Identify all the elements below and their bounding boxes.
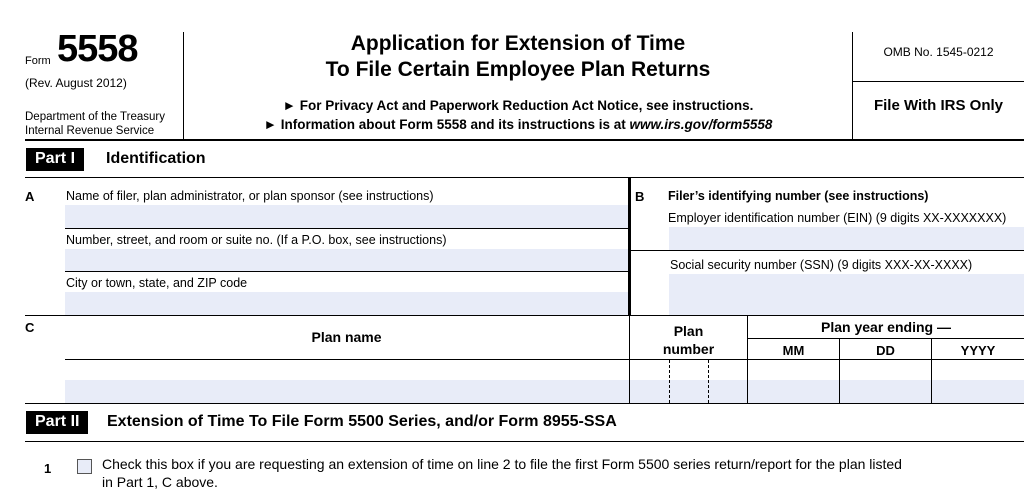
- part1-title: Identification: [106, 150, 206, 167]
- line1-text-b: in Part 1, C above.: [102, 474, 218, 490]
- filer-name-rule: [65, 228, 628, 229]
- ssn-input[interactable]: [669, 274, 1024, 315]
- privacy-notice: ► For Privacy Act and Paperwork Reduction Act Notice, see instructions.: [282, 98, 754, 113]
- plan-number-header: [630, 322, 747, 358]
- dd-input[interactable]: [840, 380, 931, 403]
- section-ab-bottom-rule: [25, 315, 1024, 316]
- form-title-line2: To File Certain Employee Plan Returns: [325, 58, 711, 81]
- plan-year-subrule: [748, 338, 1024, 339]
- dd-header: DD: [876, 343, 895, 358]
- part2-title: Extension of Time To File Form 5500 Series, and/or Form 8955-SSA: [107, 413, 617, 430]
- street-address-rule: [65, 271, 628, 272]
- omb-divider: [853, 81, 1024, 82]
- street-address-input[interactable]: [65, 249, 628, 271]
- plan-year-header: Plan year ending —: [821, 319, 951, 335]
- section-a-letter: A: [25, 189, 35, 204]
- form-title: [184, 31, 852, 83]
- irs-name: Internal Revenue Service: [25, 125, 155, 137]
- city-state-zip-label: City or town, state, and ZIP code: [66, 276, 248, 290]
- header-bottom-rule: [25, 139, 1024, 141]
- part2-badge: Part II: [26, 411, 88, 434]
- plan-number-dash-1: [669, 360, 670, 403]
- instructions-notice: [184, 96, 852, 134]
- ein-label: Employer identification number (EIN) (9 digits XX-XXXXXXX): [668, 211, 1007, 225]
- line1-text: [102, 455, 1024, 491]
- section-b-letter: B: [635, 189, 645, 204]
- form-number: 5558: [57, 28, 138, 70]
- part2-top-rule: [25, 441, 1024, 442]
- irs-url-link[interactable]: www.irs.gov/form5558: [629, 117, 773, 132]
- plan-name-input[interactable]: [65, 380, 629, 403]
- ssn-label: Social security number (SSN) (9 digits XXX-XX-XXXX): [670, 258, 973, 272]
- part1-badge: Part I: [26, 148, 84, 171]
- city-state-zip-input[interactable]: [65, 292, 628, 315]
- plan-number-input[interactable]: [630, 380, 747, 403]
- section-c-letter: C: [25, 320, 35, 335]
- filer-id-title: Filer’s identifying number (see instructions): [668, 189, 929, 203]
- line1-text-a: Check this box if you are requesting an extension of time on line 2 to file the first Form 5500 series return/report for the plan listed: [102, 456, 902, 472]
- info-notice: [184, 115, 852, 134]
- filer-name-input[interactable]: [65, 205, 628, 228]
- line1-checkbox[interactable]: [77, 459, 92, 474]
- section-b-divider: [628, 177, 631, 315]
- filer-name-label: Name of filer, plan administrator, or plan sponsor (see instructions): [66, 189, 434, 203]
- plan-name-header: Plan name: [311, 329, 382, 345]
- part1-top-rule: [25, 177, 1024, 178]
- dept-treasury: Department of the Treasury: [25, 111, 165, 123]
- form-title-line1: Application for Extension of Time: [350, 32, 686, 55]
- section-c-header-rule: [65, 359, 1024, 360]
- section-c-bottom-rule: [25, 403, 1024, 404]
- file-with-irs: File With IRS Only: [873, 97, 1004, 114]
- line1-number: 1: [44, 461, 52, 476]
- plan-number-header-line1: Plan: [673, 323, 704, 339]
- revision-date: (Rev. August 2012): [25, 76, 127, 90]
- yyyy-input[interactable]: [932, 380, 1024, 403]
- ein-input[interactable]: [669, 227, 1024, 250]
- ein-rule: [631, 250, 1024, 251]
- yyyy-header: YYYY: [960, 343, 996, 358]
- plan-number-dash-2: [708, 360, 709, 403]
- info-notice-text: ► Information about Form 5558 and its instructions is at: [263, 117, 630, 132]
- mm-header: MM: [782, 343, 805, 358]
- form-prefix: Form: [25, 55, 51, 67]
- plan-number-header-line2: number: [662, 341, 715, 357]
- mm-input[interactable]: [748, 380, 839, 403]
- street-address-label: Number, street, and room or suite no. (If a P.O. box, see instructions): [66, 233, 447, 247]
- omb-number: OMB No. 1545-0212: [883, 45, 994, 59]
